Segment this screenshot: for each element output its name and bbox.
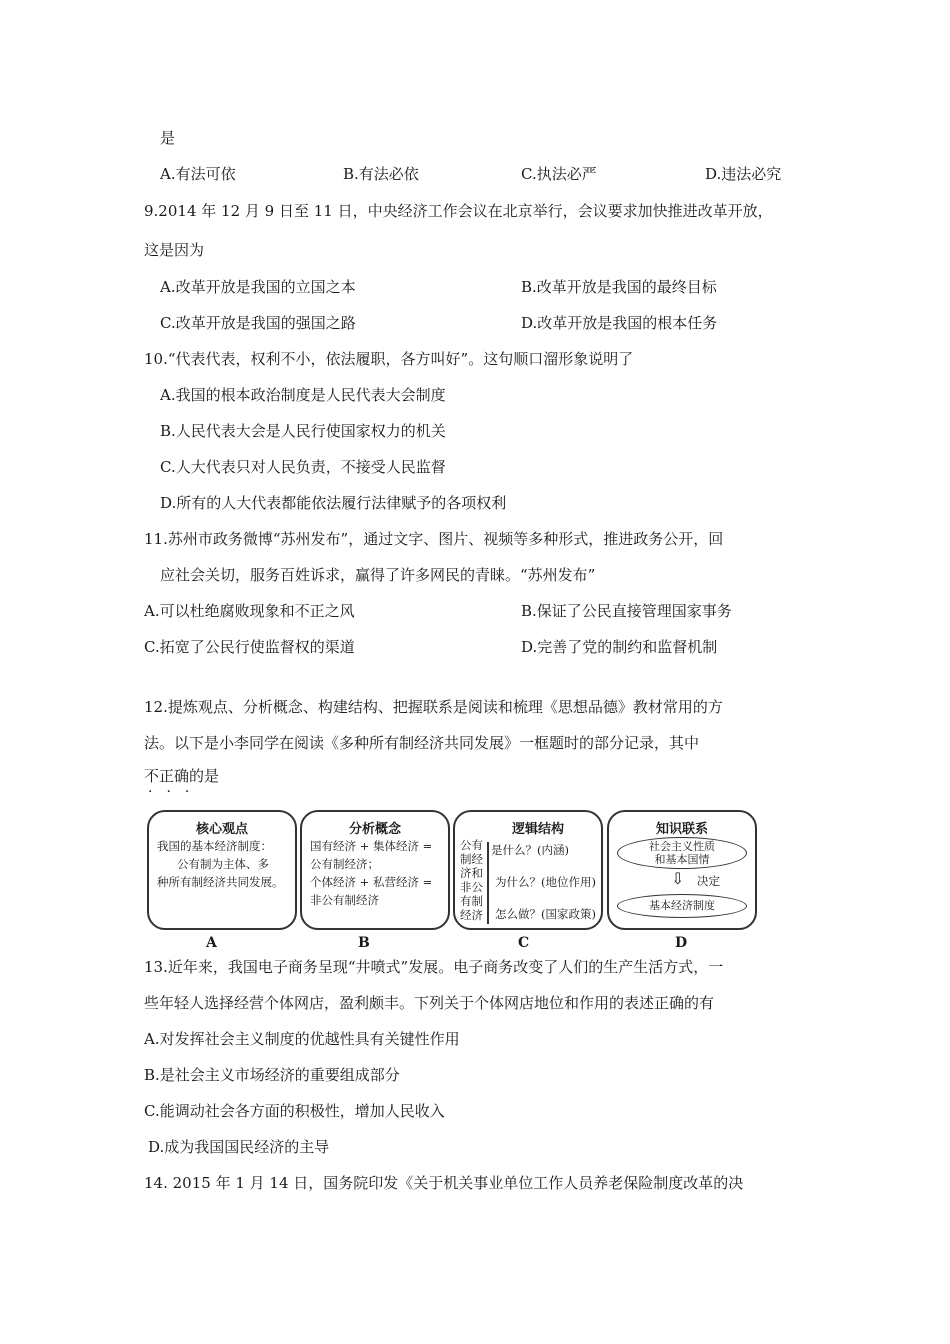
down-arrow-icon: ⇩ (671, 869, 685, 888)
figure-box-b (300, 810, 450, 930)
q10-stem: 10.“代表代表，权利不小，依法履职，各方叫好”。这句顺口溜形象说明了 (144, 350, 634, 368)
q10-option-a: A.我国的根本政治制度是人民代表大会制度 (160, 386, 446, 404)
q14-stem: 14. 2015 年 1 月 14 日，国务院印发《关于机关事业单位工作人员养老保险制度改革的决 (144, 1174, 744, 1192)
box-c-q1: 是什么？(内涵) (491, 843, 569, 857)
q9-option-d: D.改革开放是我国的根本任务 (521, 314, 718, 332)
box-a-text-2: 公有制为主体、多 (177, 857, 269, 871)
q8-option-d: D.违法必究 (705, 165, 782, 183)
q11-option-a: A.可以杜绝腐败现象和不正之风 (144, 602, 355, 620)
q11-option-b: B.保证了公民直接管理国家事务 (521, 602, 732, 620)
q8-stem-tail: 是 (160, 129, 176, 147)
q10-option-c: C.人大代表只对人民负责，不接受人民监督 (160, 458, 446, 476)
q12-stem: 12.提炼观点、分析概念、构建结构、把握联系是阅读和梳理《思想品德》教材常用的方 (144, 698, 723, 716)
q10-option-d: D.所有的人大代表都能依法履行法律赋予的各项权利 (160, 494, 507, 512)
box-d-title: 知识联系 (655, 822, 708, 837)
box-c-q3: 怎么做？(国家政策) (495, 907, 596, 921)
q9-option-a: A.改革开放是我国的立国之本 (160, 278, 356, 296)
box-b-title: 分析概念 (348, 822, 401, 837)
q13-option-b: B.是社会主义市场经济的重要组成部分 (144, 1066, 400, 1084)
q9-option-c: C.改革开放是我国的强国之路 (160, 314, 356, 332)
figure-letter-a: A (206, 935, 217, 951)
box-d-bottom: 基本经济制度 (649, 899, 715, 912)
box-c-title: 逻辑结构 (511, 822, 564, 837)
box-d-bottom-ellipse (617, 894, 747, 918)
box-b-text-2: 公有制经济； (310, 857, 379, 871)
q9-option-b: B.改革开放是我国的最终目标 (521, 278, 717, 296)
figure-box-c (453, 810, 603, 930)
q12-stem-cont: 法。以下是小李同学在阅读《多种所有制经济共同发展》一框题时的部分记录，其中 (144, 734, 700, 752)
figure-letter-b: B (358, 935, 370, 951)
q13-stem: 13.近年来，我国电子商务呈现“井喷式”发展。电子商务改变了人们的生产生活方式，一 (144, 958, 724, 976)
figure-letter-c: C (518, 935, 530, 951)
box-a-text-3: 种所有制经济共同发展。 (157, 875, 284, 889)
q8-option-b: B.有法必依 (343, 165, 419, 183)
q11-option-d: D.完善了党的制约和监督机制 (521, 638, 718, 656)
q13-option-c: C.能调动社会各方面的积极性，增加人民收入 (144, 1102, 445, 1120)
q11-stem-cont: 应社会关切，服务百姓诉求，赢得了许多网民的青睐。“苏州发布” (160, 566, 596, 584)
box-b-text-4: 非公有制经济 (310, 893, 379, 907)
box-d-top-1: 社会主义性质 (649, 840, 715, 853)
figure-box-a (147, 810, 297, 930)
q11-stem: 11.苏州市政务微博“苏州发布”，通过文字、图片、视频等多种形式，推进政务公开，回 (144, 530, 724, 548)
q12-stem-emphasis: 不正确的是 (144, 767, 220, 785)
box-c-q2: 为什么？(地位作用) (495, 875, 596, 889)
box-a-text-1: 我国的基本经济制度： (157, 839, 272, 853)
box-d-top-ellipse (617, 837, 747, 869)
box-b-text-1: 国有经济 + 集体经济 = (310, 839, 433, 853)
q13-option-a: A.对发挥社会主义制度的优越性具有关键性作用 (144, 1030, 460, 1048)
box-c-side-label: 公有制经济和非公有制经济 (460, 838, 483, 922)
box-d-top-2: 和基本国情 (654, 853, 710, 866)
box-b-text-3: 个体经济 + 私营经济 = (310, 875, 433, 889)
q11-option-c: C.拓宽了公民行使监督权的渠道 (144, 638, 355, 656)
q8-option-a: A.有法可依 (160, 165, 236, 183)
emphasis-dots: ··· (148, 784, 204, 800)
q8-option-c: C.执法必严 (521, 165, 597, 183)
box-d-decide: 决定 (697, 874, 720, 888)
q13-option-d: D.成为我国国民经济的主导 (148, 1138, 330, 1156)
q13-stem-cont: 些年轻人选择经营个体网店，盈利颇丰。下列关于个体网店地位和作用的表述正确的有 (144, 994, 715, 1012)
q9-stem-cont: 这是因为 (144, 241, 205, 259)
box-a-title: 核心观点 (195, 822, 248, 837)
q9-stem: 9.2014 年 12 月 9 日至 11 日，中央经济工作会议在北京举行，会议要求加快推进改革开放， (144, 202, 773, 220)
q10-option-b: B.人民代表大会是人民行使国家权力的机关 (160, 422, 446, 440)
figure-box-d (607, 810, 757, 930)
figure-letter-d: D (675, 935, 688, 951)
box-c-bracket (487, 842, 489, 924)
